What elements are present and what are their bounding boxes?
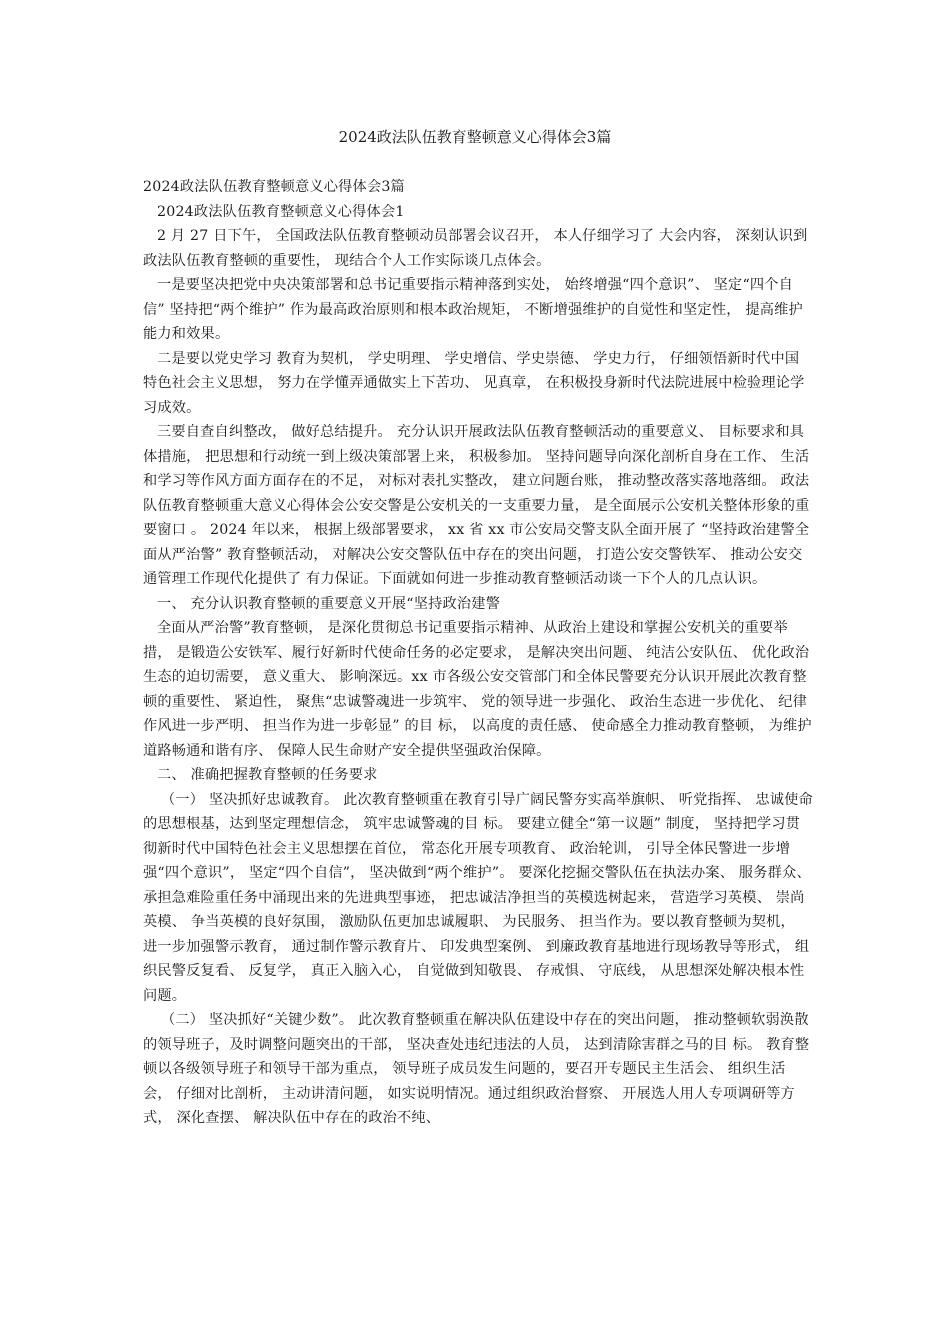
paragraph: 一是要坚决把党中央决策部署和总书记重要指示精神落到实处， 始终增强“四个意识”、 坚定“四个自 信” 坚持把“两个维护” 作为最高政治原则和根本政治规矩， 不断增强维护的自觉性和坚定性， 提高维护能力和效果。 [143, 277, 803, 342]
paragraph: 全面从严治警”教育整顿， 是深化贯彻总书记重要指示精神、从政治上建设和掌握公安机关的重要举措， 是锻造公安铁军、履行好新时代使命任务的必定要求， 是解决突出问题、 纯洁公安队伍、 优化政治生态的迫切需要， 意义重大、 影响深远。xx 市各级公安交管部门和全体民警要充分认识开展此次教育整顿的重要性、 紧迫性， 聚焦“忠诚警魂进一步筑牢、 党的领导进一步强化、 政治生态进一步优化、 纪律作风进一步严明、 担当作为进一步彰显” 的目 标， 以高度的责任感、 使命感全力推动教育整顿， 为维护道路畅通和谐有序、 保障人民生命财产安全提供坚强政治保障。 [143, 620, 812, 759]
document-body [143, 175, 813, 1131]
section-heading: 一、 充分认识教育整顿的重要意义开展“坚持政治建警 [157, 595, 501, 612]
page-title: 2024政法队伍教育整顿意义心得体会3篇 [338, 128, 612, 146]
paragraph: 二是要以党史学习 教育为契机， 学史明理、 学史增信、学史崇德、 学史力行， 仔细领悟新时代中国特色社会主义思想， 努力在学懂弄通做实上下苦功、 见真章， 在积极投身新时代法院进展中检验理论学习成效。 [143, 350, 805, 416]
paragraph: （一） 坚决抓好忠诚教育。 此次教育整顿重在教育引导广阔民警夯实高举旗帜、 听党指挥、 忠诚使命的思想根基，达到坚定理想信念， 筑牢忠诚警魂的目 标。 要建立健全“第一议题” 制度， 坚持把学习贯彻新时代中国特色社会主义思想摆在首位， 常态化开展专项教育、 政治轮训， 引导全体民警进一步增强“四个意识”， 坚定“四个自信”， 坚决做到“两个维护”。 要深化挖掘交警队伍在执法办案、 服务群众、 承担急难险重任务中涌现出来的先进典型事迹， 把忠诚洁净担当的英模选树起来， 营造学习英模、 崇尚英模、 争当英模的良好氛围， 激励队伍更加忠诚履职、 为民服务、 担当作为。要以教育整顿为契机， 进一步加强警示教育， 通过制作警示教育片、 印发典型案例、 到廉政教育基地进行现场教导等形式， 组织民警反复看、 反复学， 真正入脑入心， 自觉做到知敬畏、 存戒惧、 守底线， 从思想深处解决根本性问题。 [143, 791, 813, 1004]
paragraph: （二） 坚决抓好“关键少数”。 此次教育整顿重在解决队伍建设中存在的突出问题， 推动整顿软弱涣散的领导班子，及时调整问题突出的干部， 坚决查处违纪违法的人员， 达到清除害群之马的目 标。 教育整顿以各级领导班子和领导干部为重点， 领导班子成员发生问题的，要召开专题民主生活会、 组织生活会， 仔细对比剖析， 主动讲清问题， 如实说明情况。通过组织政治督察、 开展选人用人专项调研等方式， 深化查摆、 解决队伍中存在的政治不纯、 [143, 1012, 810, 1126]
section-heading: 二、 准确把握教育整顿的任务要求 [157, 767, 378, 783]
document-subheading: 2024政法队伍教育整顿意义心得体会1 [157, 203, 405, 220]
paragraph: 三要自查自纠整改， 做好总结提升。 充分认识开展政法队伍教育整顿活动的重要意义、 目标要求和具体措施， 把思想和行动统一到上级决策部署上来， 积极参加。 坚持问题导向深化剖析自身在工作、 生活和学习等作风方面方面存在的不足， 对标对表扎实整改， 建立问题台账， 推动整改落实落地落细。 政法队伍教育整顿重大意义心得体会公安交警是公安机关的一支重要力量， 是全面展示公安机关整体形象的重要窗口 。 2024 年以来， 根据上级部署要求， xx 省 xx 市公安局交警支队全面开展了 “坚持政治建警全面从严治警” 教育整顿活动， 对解决公安交警队伍中存在的突出问题， 打造公安交警铁军、 推动公安交通管理工作现代化提供了 有力保证。下面就如何进一步推动教育整顿活动谈一下个人的几点认识。 [143, 424, 810, 587]
paragraph: 2 月 27 日下午， 全国政法队伍教育整顿动员部署会议召开， 本人仔细学习了 大会内容， 深刻认识到政法队伍教育整顿的重要性， 现结合个人工作实际谈几点体会。 [143, 228, 808, 269]
document-heading: 2024政法队伍教育整顿意义心得体会3篇 [143, 179, 405, 195]
